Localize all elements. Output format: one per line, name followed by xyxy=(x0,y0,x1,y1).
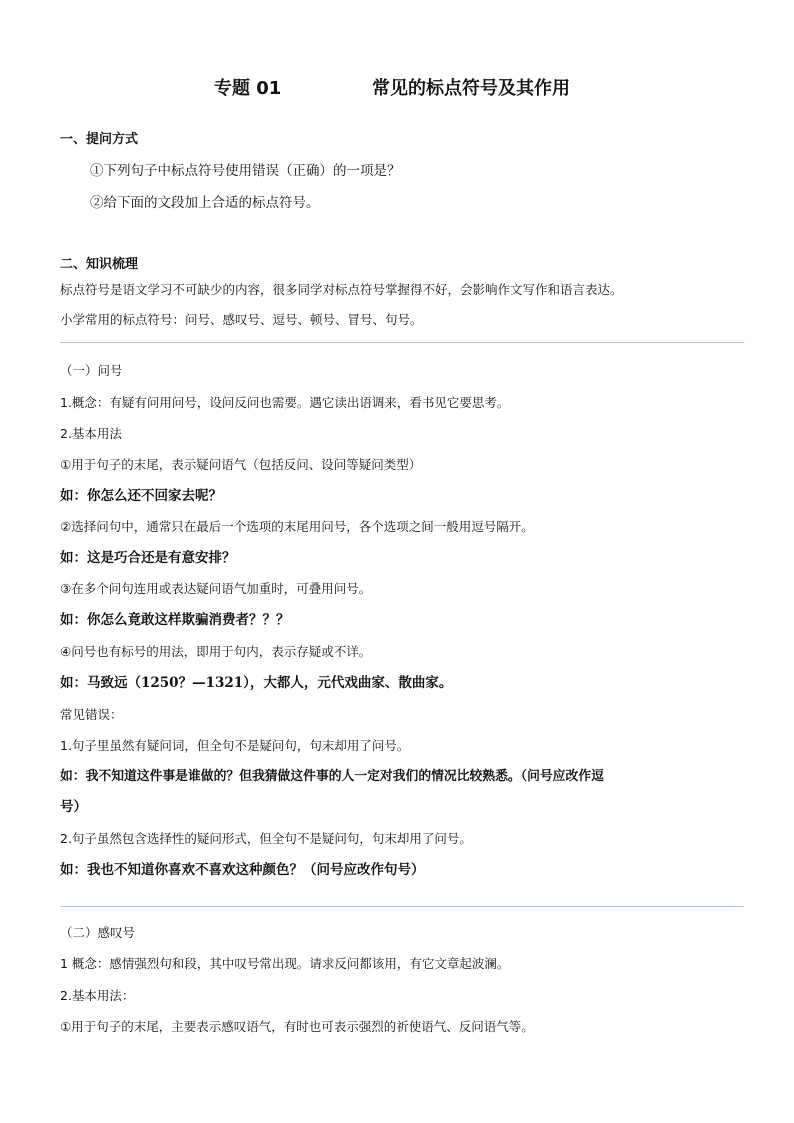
page-title xyxy=(0,74,794,100)
topic-name: 常见的标点符号及其作用 xyxy=(372,78,570,99)
question-mark-heading: （一）问号 xyxy=(60,363,123,378)
question-mark-usage-1: ①用于句子的末尾，表示疑问语气（包括反问、设问等疑问类型） xyxy=(60,457,422,472)
section2-heading: 二、知识梳理 xyxy=(60,257,139,272)
topic-number: 专题 01 xyxy=(214,78,282,99)
question-mark-example-3: 如：你怎么竟敢这样欺骗消费者？？？ xyxy=(60,612,290,628)
exclamation-usage-1: ①用于句子的末尾，主要表示感叹语气，有时也可表示强烈的祈使语气、反问语气等。 xyxy=(60,1019,534,1034)
section1-item-1: ①下列句子中标点符号使用错误（正确）的一项是？ xyxy=(90,163,401,179)
section1-item-2: ②给下面的文段加上合适的标点符号。 xyxy=(90,195,320,211)
section1-heading: 一、提问方式 xyxy=(60,132,139,147)
common-error-1-example: 如：我不知道这件事是谁做的？但我猜做这件事的人一定对我们的情况比较熟悉。（问号应改作逗 xyxy=(60,769,604,784)
question-mark-usage-3: ③在多个问句连用或表达疑问语气加重时，可叠用问号。 xyxy=(60,581,372,596)
common-error-1: 1.句子里虽然有疑问词，但全句不是疑问句，句末却用了问号。 xyxy=(60,738,410,753)
exclamation-usage-heading: 2.基本用法： xyxy=(60,988,135,1003)
question-mark-usage-heading: 2.基本用法 xyxy=(60,426,122,441)
common-error-2: 2.句子虽然包含选择性的疑问形式，但全句不是疑问句，句末却用了问号。 xyxy=(60,831,472,846)
divider xyxy=(60,342,744,343)
exclamation-heading: （二）感叹号 xyxy=(60,925,136,940)
question-mark-usage-4: ④问号也有标号的用法，即用于句内，表示存疑或不详。 xyxy=(60,644,372,659)
question-mark-example-2: 如：这是巧合还是有意安排？ xyxy=(60,550,236,566)
exclamation-concept: 1 概念：感情强烈句和段，其中叹号常出现。请求反问都该用，有它文章起波澜。 xyxy=(60,956,510,971)
divider xyxy=(60,906,744,907)
common-error-2-example: 如：我也不知道你喜欢不喜欢这种颜色？（问号应改作句号） xyxy=(60,862,425,878)
section2-common-marks: 小学常用的标点符号：问号、感叹号、逗号、顿号、冒号、句号。 xyxy=(60,312,423,327)
question-mark-concept: 1.概念：有疑有问用问号，设问反问也需要。遇它读出语调来，看书见它要思考。 xyxy=(60,395,510,410)
question-mark-example-1: 如：你怎么还不回家去呢？ xyxy=(60,488,222,504)
common-error-1-example-cont: 号） xyxy=(60,799,87,815)
common-errors-heading: 常见错误： xyxy=(60,707,123,722)
section2-intro: 标点符号是语文学习不可缺少的内容，很多同学对标点符号掌握得不好，会影响作文写作和语言表达。 xyxy=(60,282,623,297)
question-mark-example-4: 如：马致远（1250？—1321），大都人，元代戏曲家、散曲家。 xyxy=(60,675,453,691)
question-mark-usage-2: ②选择问句中，通常只在最后一个选项的末尾用问号，各个选项之间一般用逗号隔开。 xyxy=(60,519,534,534)
